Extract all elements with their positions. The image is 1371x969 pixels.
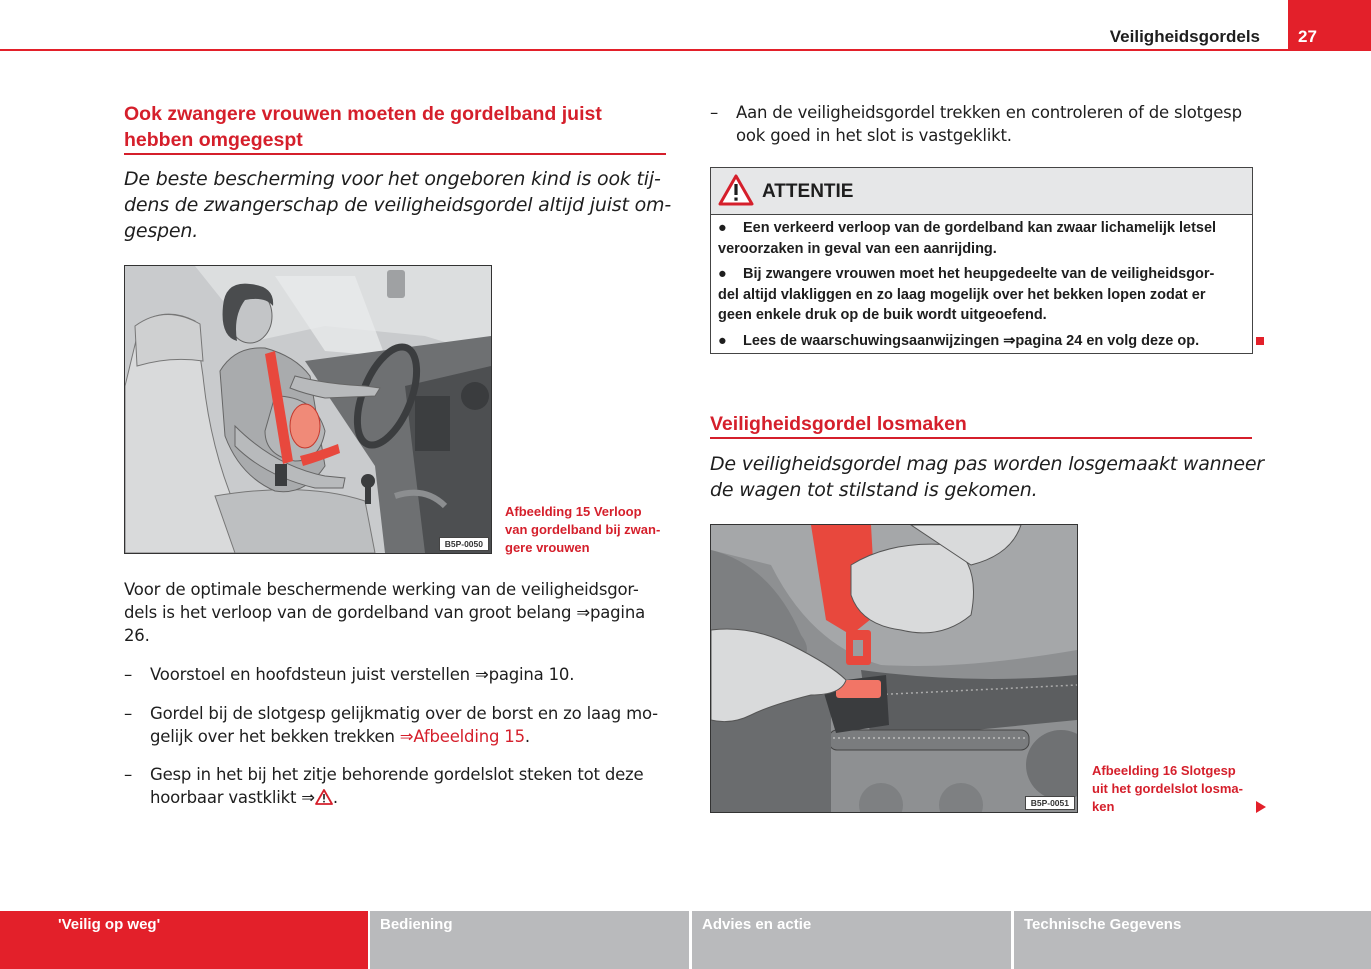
dash-marker: – [710,103,719,122]
warning-item [718,264,1243,326]
dash-marker: – [124,765,133,784]
step-line-text: gelijk over het bekken trekken [150,727,400,746]
chapter-tabs [0,911,1371,969]
attentie-warning-box [710,167,1253,354]
intro-line: De beste bescherming voor het ongeboren kind is ook tij- [124,168,661,190]
step-item [710,101,1270,147]
warning-line: Bij zwangere vrouwen moet het heupgedeelte van de veiligheidsgor- [743,266,1215,282]
end-of-section-square-icon [1256,337,1264,345]
body-paragraph [124,578,684,647]
step-text [150,763,684,811]
running-title: Veiligheidsgordels [1109,27,1260,46]
warning-line: veroorzaken in geval van een aanrijding. [718,240,997,257]
tab-bediening[interactable] [370,911,689,969]
header-rule [0,49,1371,51]
step-line: ook goed in het slot is vastgeklikt. [736,126,1012,145]
intro-line: de wagen tot stilstand is gekomen. [710,479,1038,501]
warning-line: Een verkeerd verloop van de gordelband kan zwaar lichamelijk letsel [743,220,1217,236]
warning-item [718,218,1243,259]
figure-15-caption [505,503,675,557]
warning-header [711,168,1252,215]
tab-label: Technische Gegevens [1024,916,1182,933]
intro-text [710,451,1270,503]
heading-rule [710,437,1252,439]
continue-arrow-icon[interactable] [1256,801,1266,813]
paragraph-line: dels is het verloop van de gordelband van groot belang ⇒pagina [124,603,645,622]
caption-line: gere vrouwen [505,540,590,555]
figure-16-image [710,524,1078,813]
caption-line: Afbeelding 16 Slotgesp [1092,763,1236,778]
bullet-icon: ● [718,220,727,236]
step-item [124,702,684,748]
step-item [124,763,684,809]
step-text [736,101,1270,147]
intro-text [124,166,684,244]
warning-title: ATTENTIE [762,181,854,202]
caption-line: ken [1092,799,1115,814]
step-line [150,786,684,811]
tab-label: Advies en actie [702,916,812,933]
section-heading-pregnant: Ook zwangere vrouwen moeten de gordelband juist hebben omgegespt [124,103,602,151]
tab-label: 'Veilig op weg' [58,916,161,933]
dash-marker: – [124,665,133,684]
tab-advies-en-actie[interactable] [692,911,1011,969]
tab-technische-gegevens[interactable] [1014,911,1371,969]
tab-label: Bediening [380,916,453,933]
caption-line: van gordelband bij zwan- [505,522,661,537]
warning-list [718,218,1243,356]
intro-line: gespen. [124,220,199,242]
pregnant-driver-illustration [125,266,491,553]
warning-line: geen enkele druk op de buik wordt uitgeoefend. [718,307,1047,323]
dash-marker: – [124,704,133,723]
step-line: Aan de veiligheidsgordel trekken en controleren of de slotgesp [736,103,1242,122]
step-line: Gordel bij de slotgesp gelijkmatig over de borst en zo laag mo- [150,704,658,723]
step-line-text: . [524,727,530,746]
bullet-icon: ● [718,332,727,349]
section-heading-release: Veiligheidsgordel losmaken [710,413,967,435]
figure-15-link[interactable]: ⇒Afbeelding 15 [399,727,525,746]
warning-triangle-icon[interactable] [315,788,333,811]
step-text [150,702,684,748]
intro-line: dens de zwangerschap de veiligheidsgordel altijd juist om- [124,194,671,216]
figure-code: B5P-0051 [1025,796,1075,810]
step-line-text: . [332,788,338,807]
figure-16-caption [1092,762,1262,816]
tab-veilig-op-weg[interactable] [0,911,368,969]
paragraph-line: 26. [124,626,150,645]
intro-line: De veiligheidsgordel mag pas worden losgemaakt wanneer [710,453,1264,475]
step-line [150,725,684,748]
warning-item [718,331,1243,352]
caption-line: Afbeelding 15 Verloop [505,504,642,519]
step-line-text: hoorbaar vastklikt ⇒ [150,788,315,807]
figure-15-image [124,265,492,554]
caption-line: uit het gordelslot losma- [1092,781,1243,796]
page-number: 27 [1298,27,1317,46]
heading-rule [124,153,666,155]
bullet-icon: ● [718,266,727,282]
figure-code: B5P-0050 [439,537,489,551]
step-text: Voorstoel en hoofdsteun juist verstellen ⇒pagina 10. [150,665,575,684]
step-line: Gesp in het bij het zitje behorende gordelslot steken tot deze [150,765,644,784]
warning-line: del altijd vlakliggen en zo laag mogelijk over het bekken lopen zodat er [718,286,1206,303]
warning-triangle-icon [718,174,754,210]
paragraph-line: Voor de optimale beschermende werking van de veiligheidsgor- [124,580,639,599]
warning-line: Lees de waarschuwingsaanwijzingen ⇒pagina 24 en volg deze op. [743,332,1200,349]
buckle-release-illustration [711,525,1077,812]
step-item [124,663,684,686]
page-number-box [1288,0,1371,51]
